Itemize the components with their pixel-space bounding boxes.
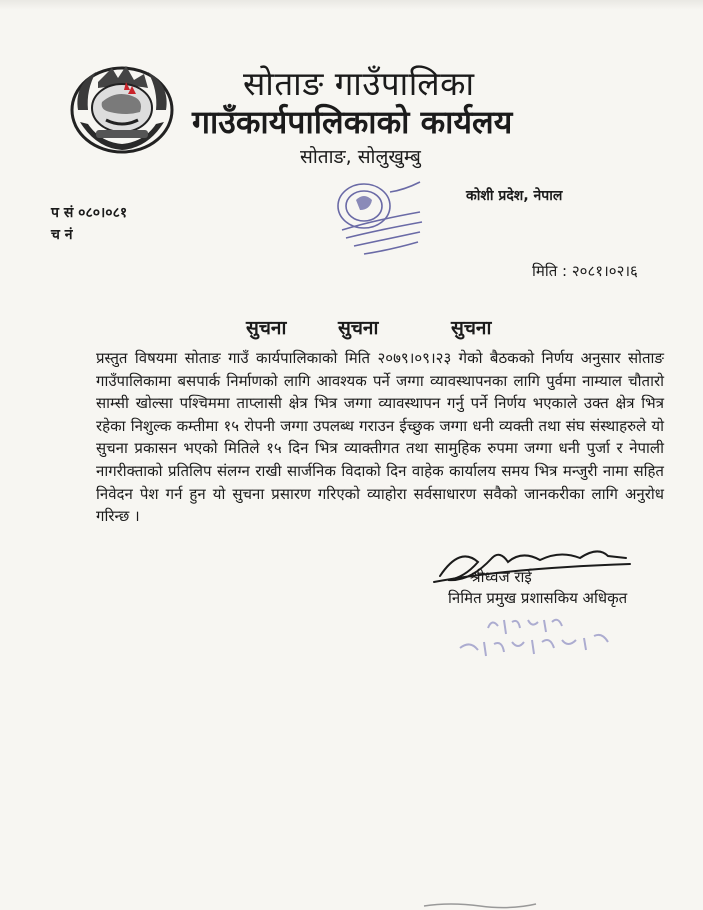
page-top-edge bbox=[0, 0, 703, 10]
dispatch-number-line: च नं bbox=[51, 227, 73, 243]
signatory-stamp bbox=[448, 606, 628, 676]
notice-heading-1: सुचना bbox=[246, 317, 287, 339]
municipality-name: सोताङ गाउँपालिका bbox=[243, 64, 475, 103]
notice-body: प्रस्तुत विषयमा सोताङ गाउँ कार्यपालिकाको मिति २०७९।०९।२३ गेको बैठकको निर्णय अनुसार सोताङ गाउँपालिकामा बसपार्क निर्माणको लागि आवश्यक पर्ने जग्गा व्यावस्थापनका लागि पुर्वमा नाम्याल चौतारो साम्सी खोल्सा पश्चिममा ताप्लासी क्षेत्र भित्र जग्गा व्यावस्थापन गर्नु पर्ने निर्णय भएकाले उक्त क्षेत्र भित्र रहेका निशुल्क कम्तीमा १५ रोपनी जग्गा उपलब्ध गराउन ईच्छुक जग्गा धनी व्यक्ती तथा संघ संस्थाहरुले यो सुचना प्रकासन भएको मितिले १५ दिन भित्र व्याक्तीगत तथा सामुहिक रुपमा जग्गा धनी पुर्जा र नेपाली नागरीक्ताको प्रतिलिप संलग्न राखी सार्जनिक विदाको दिन वाहेक कार्यालय समय भित्र मन्जुरी नामा सहित निवेदन पेश गर्न हुन यो सुचना प्रसारण गरिएको व्याहोरा सर्वसाधारण सवैको जानकरीका लागि अनुरोध गरिन्छ । bbox=[96, 349, 665, 526]
office-address: सोताङ, सोलुखुम्बु bbox=[300, 146, 421, 168]
office-name: गाउँकार्यपालिकाको कार्यलय bbox=[192, 103, 513, 141]
government-emblem bbox=[66, 60, 178, 156]
notice-heading-3: सुचना bbox=[451, 317, 492, 339]
province-label: कोशी प्रदेश, नेपाल bbox=[466, 188, 563, 204]
handwritten-signature bbox=[430, 538, 640, 593]
signatory-designation: निमित प्रमुख प्रशासकिय अधिकृत bbox=[448, 589, 628, 607]
reference-block bbox=[51, 202, 127, 246]
fiscal-year-line: प सं ०८०।०८१ bbox=[51, 205, 128, 221]
notice-date: मिति : २०८१।०२।६ bbox=[532, 262, 638, 280]
office-stamp bbox=[320, 172, 430, 264]
signatory-name: श्रीध्वज राई bbox=[470, 568, 532, 586]
bottom-margin-mark bbox=[420, 898, 540, 910]
notice-heading-2: सुचना bbox=[338, 317, 379, 339]
